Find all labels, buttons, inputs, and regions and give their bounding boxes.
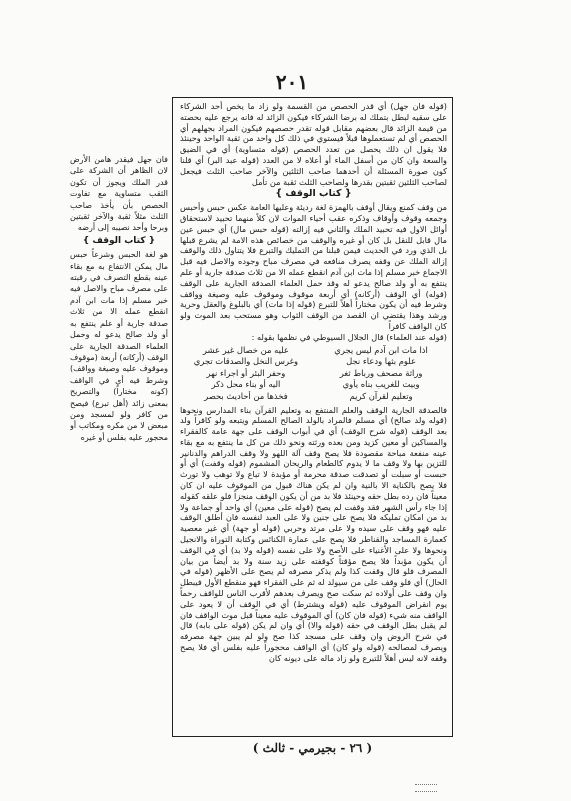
- ink-smudge-mark: [415, 784, 437, 792]
- poem-hemistich-second: وغرس النخل والصدقات تجري: [193, 356, 299, 367]
- margin-paragraph: فان جهل فيقدر هامن الأرض لان الظاهر أن الشركة على قدر الملك ويجوز أن تكون الثقب متساوية مع تفاوت الحصص بأن يأخذ صاحب الثلث مثلاً ثقبة والآخر ثقبتين وبرحا وأحد نصيبه إلى أرضه: [70, 155, 168, 233]
- margin-commentary: [70, 154, 168, 554]
- main-paragraph: فالصدقة الجارية الوقف والعلم المنتفع به وتعليم القرآن بناء المدارس ونحوها (قوله ولد صالح) أي مسلم فالمراد بالولد الصالح المسلم ويتبعه ولو كافراً ولد بعد الوقف (قوله شرح الوقف) أي في أبواب الوقف على جهة عامة كالفقراء والمساكين أو معين كزيد ومن بعده ورثته ونحو ذلك من كل ما ينتفع به مع بقاء عينه منفعة مباحة مقصودة فلا يصح وقف آلة اللهو ولا وقف الدراهم والدنانير للتزين بها ولا وقف ما لا يدوم كالطعام والريحان المشموم (قوله وقفت) أي أو حبست أو سبلت أو تصدقت صدقة محرمة أو مؤبدة لا تباع ولا توهب ولا تورث فلا يصح بالكناية الا بالنية وان لم يكن هناك قبول من الموقوف عليه ان كان معيناً فان رده بطل حقه وحينئذ فلا بد من أن يكون الوقف منجزاً فلو علقه كقوله إذا جاء رأس الشهر فقد وقفت لم يصح (قوله على معين) أي واحد أو جماعة ولا بد من امكان تمليكه فلا يصح على جنين ولا على العبد لنفسه فان أطلق الوقف عليه فهو وقف على سيده ولا على مرتد وحربي (قوله أو جهة) أي غير معصية كعمارة المساجد والقناطر فلا يصح على عمارة الكنائس وكتابة التوراة والانجيل ونحوها ولا على الأغنياء على الأصح ولا على نفسه (قوله ولا بد) أي في الوقف أن يكون مؤبداً فلا يصح مؤقتاً كوقفته على زيد سنة ولا بد أيضاً من بيان المصرف فلو قال وقفت كذا ولم يذكر مصرفه لم يصح على الأظهر (قوله في الحال) أي فلو وقف على من سيولد له ثم على الفقراء فهو منقطع الأول فيبطل وان وقف على أولاده ثم سكت صح ويصرف بعدهم لأقرب الناس للواقف رحماً يوم انقراض الموقوف عليه (قوله ويشترط) أي في الوقف أن لا يعود على الواقف منه شيء (قوله فان كان) أي الموقوف عليه معيناً قبل موت الواقف فان لم يقبل بطل الوقف في حقه (قوله والا) أي وان لم يكن (قوله على بابه) قال في شرح الروض وان وقف على مسجد كذا صح ولو لم يبين جهة مصرفه ويصرف لمصالحه (قوله ولو كان) أي الواقف محجوراً عليه بفلس أي فلا يصح وقفه لانه ليس أهلاً للتبرع ولو زاد ماله على ديونه كان: [180, 404, 447, 663]
- margin-chapter-heading: { كتاب الوقف }: [82, 235, 156, 246]
- poem-hemistich-second: اليه أو بناء محل ذكر: [211, 379, 281, 390]
- poem-hemistich-first: علوم بثها ودعاء نجل: [346, 356, 417, 367]
- poem-verse: [180, 368, 447, 380]
- poem-hemistich-second: وحفر البئر أو اجراء نهر: [206, 367, 286, 378]
- poem-block: [180, 345, 447, 403]
- poem-verse: [180, 345, 447, 357]
- chapter-heading: { كتاب الوقف }: [275, 188, 352, 200]
- main-paragraph: (قوله فان جهل) أي قدر الحصص من القسمة ولو زاد ما يخص أحد الشركاء على سقيه لبطل بتملك له برضا الشركاء فيكون الزائد له فانه يرجع عليه بحصته من قيمة الزائد قال بعضهم مقابل قوله تقدر حصصهم فيكون المراد بجهلهم أي الحصص أي لم تستعملوها قبلاً فيستوي في ذلك كل واحد من ثقبة الواحد وحينئذ فلا يقول ان ذلك يحصل من تعدد الحصص (قوله متساوية) أي في الضيق والسعة وان كان من أسفل الماء أو أعلاه لا من العدد (قوله عبد البر) أي قلنا كون صورة المسئلة أن أحدهما صاحب الثلثين والآخر صاحب الثلث فيجعل لصاحب الثلثين ثقبتين بقدرها ولصاحب الثلث ثقبة من تأمل: [180, 101, 447, 187]
- margin-paragraph: هو لغة الحبس وشرعاً حبس مال يمكن الانتفاع به مع بقاء عينه بقطع التصرف في رقبته على مصرف مباح والاصل فيه خبر مسلم إذا مات ابن آدم انقطع عمله الا من ثلاث صدقة جارية أو علم ينتفع به أو ولد صالح يدعو له وحمل العلماء الصدقة الجارية على الوقف (أركانه) أربعة (موقوف وموقوف عليه وصيغة وواقف) وشرط فيه أي في الواقف (كونه مختاراً) والتصريح بمعنى زائد (أهل تبرع) فيصح من كافر ولو لمسجد ومن مبعض لا من مكره ومكاتب أو محجور عليه بفلس أو غيره: [70, 250, 168, 442]
- main-commentary: [180, 101, 447, 731]
- poem-hemistich-first: وراثة مصحف ورباط ثغر: [339, 367, 423, 378]
- main-paragraph: من وقف كمنع ويقال أوقف بالهمزة لغة رديئة وعليها العامة عكس حبس وأحبس وجمعه وقوف وأوقاف وذكره عقب أحياء الموات لان كلاً منهما تحبيد لاستحقاق أوائل الاول فيه تحبيد الملك والثاني فيه إزالته (قوله حبس مال) أي حبس عين مال قابل للنقل بل كان أو غيره والوقف من خصائص هذه الامة لم يشرع قبلها بل الذي ورد في الحديث فيمن قبلنا من التمليك والتبرع فلا يتناول ذلك والوقف إزالة الملك عن وقفه يصرف منافعه في مصرف مباح وجوده والاصل فيه قبل الاجماع خبر مسلم إذا مات ابن آدم انقطع عمله الا من ثلاث صدقة جارية أو علم ينتفع به أو ولد صالح يدعو له وقد حمل العلماء الصدقة الجارية على الوقف (قوله) أي الوقف (أركانه) أي أربعة موقوف وموقوف عليه وصيغة وواقف وشرط فيه أن يكون مختاراً أهلاً للتبرع (قوله إذا مات) أي بالبلوغ والعقل وحرية ورشد وهذا يقتضي ان القصد من الوقف الثواب وهو مستحب بعد الموت ولو كان الواقف كافراً: [180, 202, 447, 331]
- poem-hemistich-second: فخذها من أحاديث بحصر: [204, 390, 288, 401]
- poem-verse: [180, 379, 447, 391]
- poem-hemistich-first: وبيت للغريب بناه يأوي: [342, 379, 420, 390]
- page-number: ٢٠١: [275, 70, 309, 94]
- poem-hemistich-first: وتعليم لقرآن كريم: [349, 390, 413, 401]
- signature-footer: ( ٢٦ - بجيرمي - ثالث ): [252, 741, 373, 755]
- poem-hemistich-second: عليه من خصال غير عشر: [202, 344, 289, 355]
- poem-hemistich-first: اذا مات ابن آدم ليس يجري: [334, 344, 428, 355]
- poem-verse: [180, 356, 447, 368]
- main-paragraph: (قوله عند العلماء) قال الجلال السيوطي في نظمها بقوله :: [251, 331, 447, 342]
- poem-verse: [180, 391, 447, 403]
